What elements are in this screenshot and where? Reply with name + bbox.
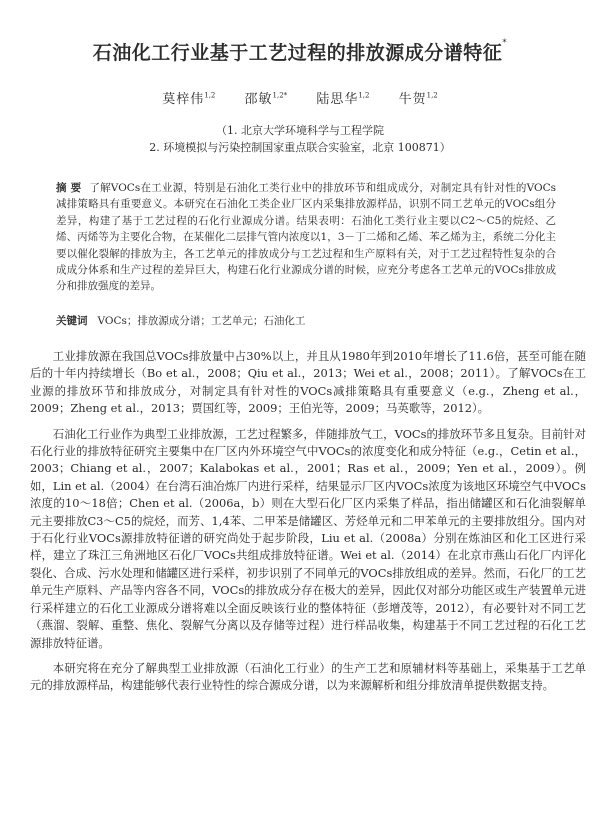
author-list [0,88,600,107]
keywords [56,313,305,328]
body-paragraph: 石油化工行业作为典型工业排放源，工艺过程繁多，伴随排放气工，VOCs的排放环节多且复杂。目前针对石化行业的排放特征研究主要集中在厂区内外环境空气中VOCs的浓度变化和成分特征（e.g.，Cetin et al.，2003；Chiang et al.，2007；Kalabokas et al.，2001；Ras et al.，2009；Yen et al.，2009）。例如，Lin et al.（2004）在台湾石油冶炼厂内进行采样，结果显示厂区内VOCs浓度为该地区环境空气中VOCs浓度的10～18倍；Chen et al.（2006a，b）则在大型石化厂区内采集了样品，指出储罐区和石化油裂解单元主要排放C3～C5的烷烃，而芳、1,4苯、二甲苯是储罐区、芳烃单元和二甲苯单元的主要排放组分。国内对于石化行业VOCs源排放特征谱的研究尚处于起步阶段，Liu et al.（2008a）分别在炼油区和化工区进行采样，建立了珠江三角洲地区石化厂VOCs共组成排放特征谱。Wei et al.（2014）在北京市燕山石化厂内评化裂化、合成、污水处理和储罐区进行采样，初步识别了不同单元的VOCs排放组成的差异。然而，石化厂的工艺单元生产原料、产品等内容各不同，VOCs的排放成分存在极大的差异，因此仅对部分功能区或生产装置单元进行采样建立的石化工业源成分谱将难以全面反映该行业的整体特征（彭增茂等，2012），有必要针对不同工艺（燕溜、裂解、重整、焦化、裂解气分离以及存储等过程）进行样品收集，构建基于不同工艺过程的石化工艺源排放特征谱。 [30,426,586,650]
keywords-label: 关键词 [56,315,88,327]
affiliation-line: 2. 环境模拟与污染控制国家重点联合实验室，北京 100871） [149,141,451,154]
abstract-text: 了解VOCs在工业源，特别是石油化工类行业中的排放环节和组成成分，对制定具有针对性的VOCs减排策略具有重要意义。本研究在石油化工类企业厂区内采集排放源样品，识别不同工艺单元的VOCs组分差异，构建了基于工艺过程的石化行业源成分谱。结果表明：石油化工类行业主要以C2～C5的烷烃、乙烯、丙烯等为主要化合物，在某催化二层排气管内浓度以1，3－丁二烯和乙烯、苯乙烯为主，系统二分化主要以催化裂解的排放为主，各工艺单元的排放成分与工艺过程和生产原料有关，对于工艺过程特性复杂的合成成分体系和生产过程的差异巨大，构建石化行业源成分谱的时候，应充分考虑各工艺单元的VOCs排放成分和排放强度的差异。 [56,182,557,293]
body-paragraph: 本研究将在充分了解典型工业排放源（石油化工行业）的生产工艺和原辅材料等基础上，采集基于工艺单元的排放源样品，构建能够代表行业特性的综合源成分谱，以为来源解析和组分排放清单提供数据支持。 [30,660,586,693]
body-section [30,348,586,703]
abstract-label: 摘 要 [56,182,82,194]
paper-title [0,38,600,65]
abstract [56,180,556,295]
author: 牛贺$^{1,2}$ [398,91,438,107]
keywords-text: VOCs；排放源成分谱；工艺单元；石油化工 [97,315,306,327]
title-footnote-mark: * [502,38,508,48]
author: 陆思华$^{1,2}$ [316,91,370,107]
body-paragraph: 工业排放源在我国总VOCs排放量中占30%以上，并且从1980年到2010年增长了11.6倍，甚至可能在随后的十年内持续增长（Bo et al.，2008；Qiu et al.，2013；Wei et al.，2008；2011）。了解VOCs在工业源的排放环节和排放成分，对制定具有针对性的VOCs减排策略具有重要意义（e.g.，Zheng et al.，2009；Zheng et al.，2013；贾国红等，2009；王伯光等，2009；马英歌等，2012）。 [30,349,586,416]
author: 邵敏$^{1,2*}$ [244,91,288,107]
affiliation-line: （1. 北京大学环境科学与工程学院 [216,124,384,137]
author: 莫梓伟$^{1,2}$ [162,91,216,107]
title-text: 石油化工行业基于工艺过程的排放源成分谱特征 [92,42,503,64]
